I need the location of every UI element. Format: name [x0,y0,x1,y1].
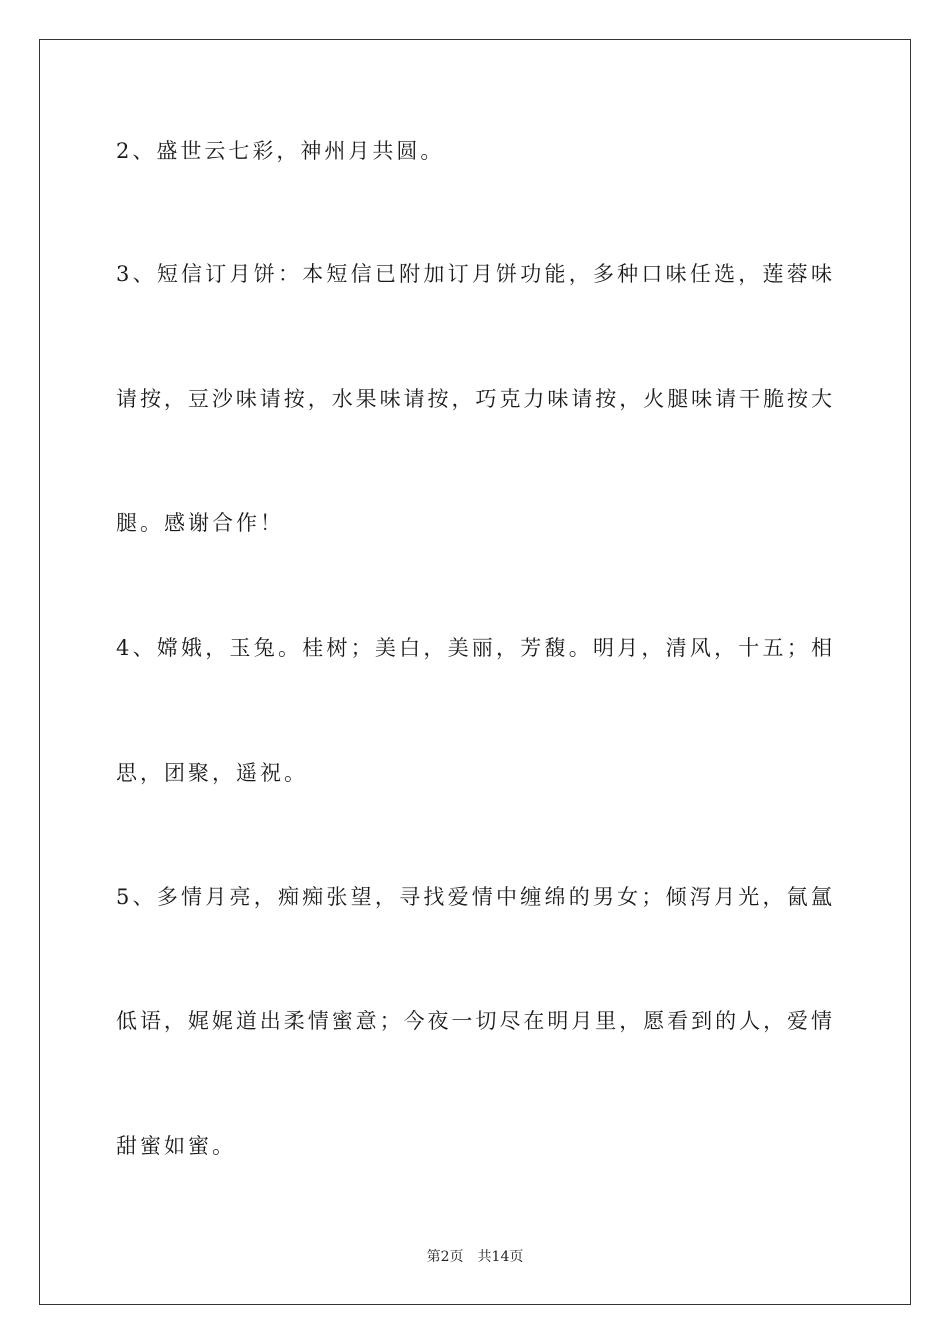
page-border [39,39,911,1305]
paragraph-line: 甜蜜如蜜。 [116,1134,236,1158]
page-total: 共14页 [477,1249,524,1265]
paragraph-line: 低语，娓娓道出柔情蜜意；今夜一切尽在明月里，愿看到的人，爱情 [116,1009,832,1033]
paragraph-line: 腿。感谢合作！ [116,511,284,535]
paragraph-line: 2、盛世云七彩，神州月共圆。 [116,139,445,163]
paragraph-line: 3、短信订月饼：本短信已附加订月饼功能，多种口味任选，莲蓉味 [116,262,832,286]
paragraph-line: 请按，豆沙味请按，水果味请按，巧克力味请按，火腿味请干脆按大 [116,387,832,411]
paragraph-line: 4、嫦娥，玉兔。桂树；美白，美丽，芳馥。明月，清风，十五；相 [116,636,832,660]
paragraph-line: 思，团聚，遥祝。 [116,761,308,785]
page-number: 第2页 [426,1249,464,1265]
paragraph-line: 5、多情月亮，痴痴张望，寻找爱情中缠绵的男女；倾泻月光，氤氲 [116,885,832,909]
page-footer [0,1247,950,1267]
